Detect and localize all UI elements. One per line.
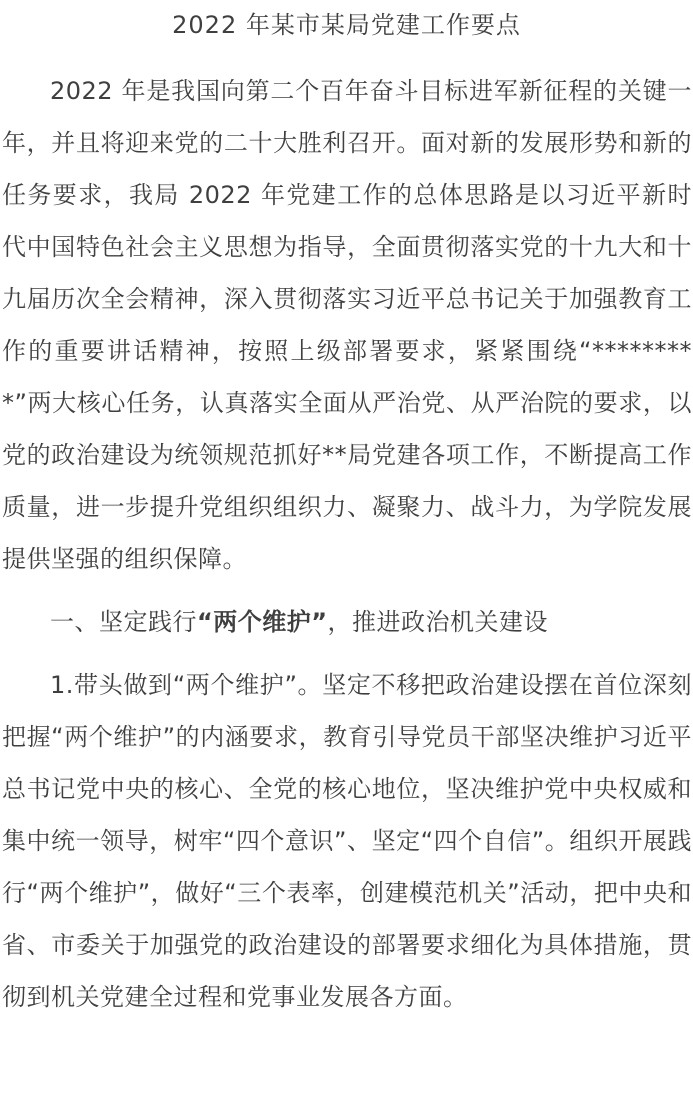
item-paragraph-1: 1.带头做到“两个维护”。坚定不移把政治建设摆在首位深刻把握“两个维护”的内涵要求，教育引导党员干部坚决维护习近平总书记党中央的核心、全党的核心地位，坚决维护党中央权威和集中统一领导，树牢“四个意识”、坚定“四个自信”。组织开展践行“两个维护”，做好“三个表率，创建模范机关”活动，把中央和省、市委关于加强党的政治建设的部署要求细化为具体措施，贯彻到机关党建全过程和党事业发展各方面。 [2, 671, 692, 1011]
section-heading-quoted: “两个维护” [197, 608, 328, 636]
document-title: 2022 年某市某局党建工作要点 [172, 11, 521, 39]
section-heading-suffix: ，推进政治机关建设 [327, 608, 549, 636]
section-heading-1 [2, 596, 692, 648]
intro-paragraph: 2022 年是我国向第二个百年奋斗目标进军新征程的关键一年，并且将迎来党的二十大胜利召开。面对新的发展形势和新的任务要求，我局 2022 年党建工作的总体思路是以习近平新时代中国特色社会主义思想为指导，全面贯彻落实党的十九大和十九届历次全会精神，深入贯彻落实习近平总书记关于加强教育工作的重要讲话精神，按照上级部署要求，紧紧围绕“*********”两大核心任务，认真落实全面从严治党、从严治院的要求，以党的政治建设为统领规范抓好**局党建各项工作，不断提高工作质量，进一步提升党组织组织力、凝聚力、战斗力，为学院发展提供坚强的组织保障。 [2, 77, 692, 573]
section-heading-prefix: 一、坚定践行 [50, 608, 197, 636]
document-body [2, 65, 692, 1023]
